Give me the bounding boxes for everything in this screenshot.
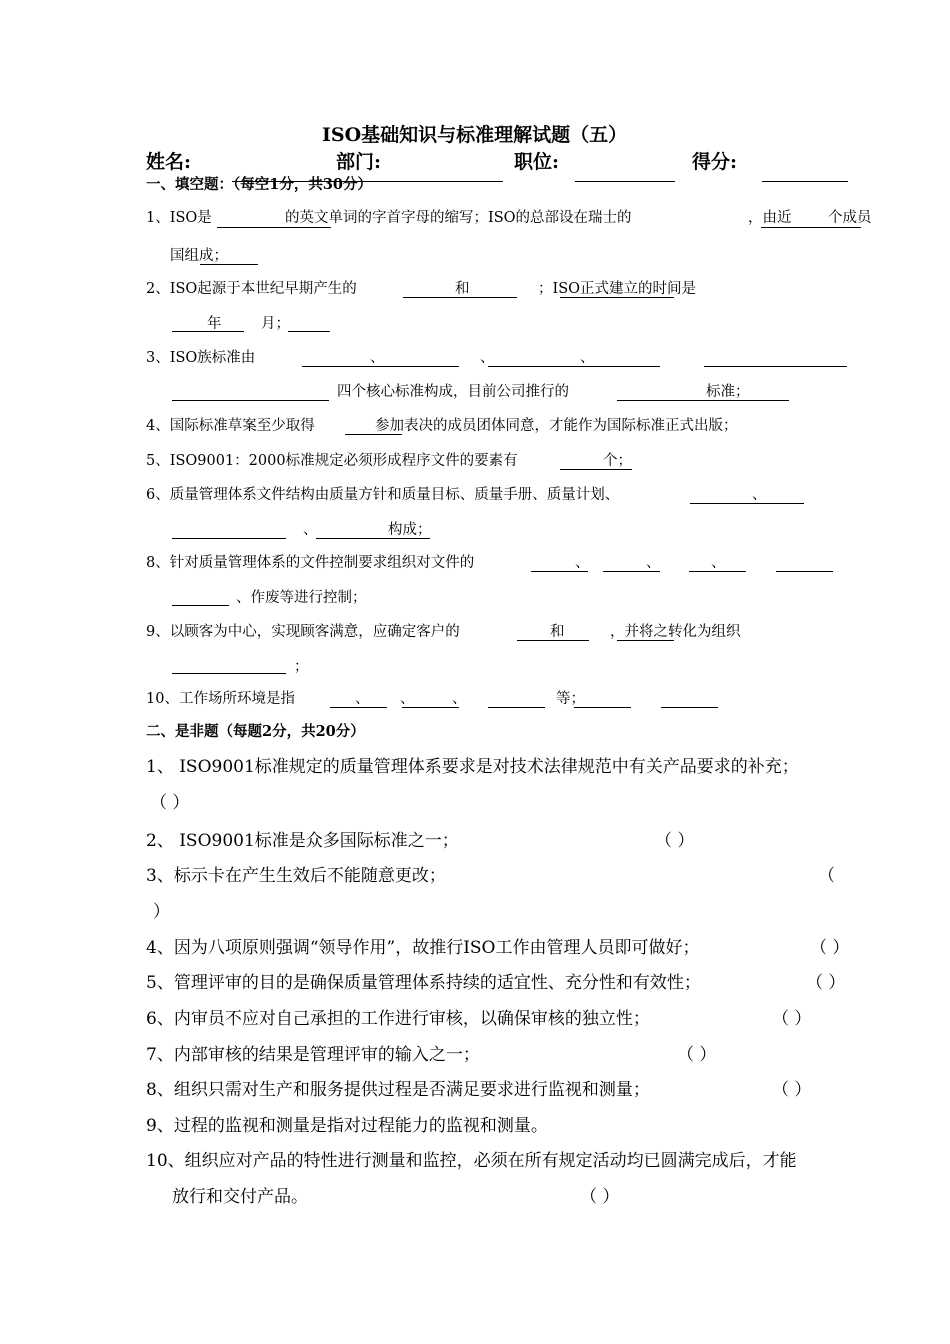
department-label: 部门: bbox=[336, 151, 382, 173]
q2-text-a: 2、ISO起源于本世纪早期产生的 bbox=[146, 281, 357, 297]
tf-answer-4[interactable]: （ ） bbox=[810, 938, 850, 958]
q10-sep-b: 、 bbox=[355, 691, 370, 707]
q9-text: 9、以顾客为中心，实现顾客满意，应确定客户的 bbox=[146, 624, 460, 640]
tf-item-2: 2、 ISO9001标准是众多国际标准之一； bbox=[146, 831, 459, 851]
q2-text-b: 和 bbox=[455, 281, 470, 297]
score-blank-line bbox=[762, 181, 848, 182]
score-label: 得分: bbox=[692, 151, 738, 173]
blank-line bbox=[488, 707, 545, 708]
tf-answer-5[interactable]: （ ） bbox=[806, 973, 846, 993]
q1-text-a: 1、ISO是 bbox=[146, 210, 212, 226]
q9-text-c: ，并将之转化为组织 bbox=[610, 624, 741, 640]
blank-line bbox=[288, 331, 330, 332]
blank-line bbox=[200, 264, 258, 265]
blank-line bbox=[172, 605, 229, 606]
tf-item-10: 10、组织应对产品的特性进行测量和监控，必须在所有规定活动均已圆满完成后，才能 bbox=[146, 1151, 797, 1171]
q2-text-d: 年 bbox=[207, 316, 222, 332]
name-blank-line bbox=[412, 181, 503, 182]
q10-sep-d: 、 bbox=[452, 691, 467, 707]
q9-text-d: ； bbox=[294, 659, 309, 675]
blank-line bbox=[172, 400, 329, 401]
q2-text-e: 月； bbox=[261, 316, 290, 332]
q1-text-d: 个成员 bbox=[828, 210, 872, 226]
tf-answer-6[interactable]: （ ） bbox=[772, 1009, 812, 1029]
q6-text-c: 、 bbox=[303, 522, 318, 538]
blank-line bbox=[661, 707, 718, 708]
tf-item-4: 4、因为八项原则强调“领导作用”，故推行ISO工作由管理人员即可做好； bbox=[146, 938, 700, 958]
tf-answer-1[interactable]: （ ） bbox=[150, 793, 190, 813]
tf-answer-8[interactable]: （ ） bbox=[772, 1080, 812, 1100]
q5-text-b: 个； bbox=[603, 453, 632, 469]
blank-line bbox=[761, 227, 861, 228]
q8-text-e: 、作废等进行控制； bbox=[236, 590, 367, 606]
q3-text-f: 标准； bbox=[706, 384, 750, 400]
q3-text-c: 、 bbox=[480, 350, 495, 366]
q6-text-b: 、 bbox=[752, 487, 767, 503]
tf-item-5: 5、管理评审的目的是确保质量管理体系持续的适宜性、充分性和有效性； bbox=[146, 973, 701, 993]
blank-line bbox=[617, 400, 789, 401]
q10-text-e: 等； bbox=[556, 691, 585, 707]
q6-text: 6、质量管理体系文件结构由质量方针和质量目标、质量手册、质量计划、 bbox=[146, 487, 620, 503]
q3-text-e: 四个核心标准构成，目前公司推行的 bbox=[337, 384, 569, 400]
q8-sep-b: 、 bbox=[575, 555, 590, 571]
tf-answer-3-close[interactable]: ） bbox=[153, 902, 170, 922]
position-label: 职位: bbox=[514, 151, 560, 173]
section1-heading: 一、填空题：（每空1分，共30分） bbox=[146, 176, 373, 193]
q8-sep-d: 、 bbox=[711, 555, 726, 571]
q6-text-d: 构成； bbox=[388, 522, 432, 538]
q8-text: 8、针对质量管理体系的文件控制要求组织对文件的 bbox=[146, 555, 475, 571]
q3-text-a: 3、ISO族标准由 bbox=[146, 350, 256, 366]
tf-item-9: 9、过程的监视和测量是指对过程能力的监视和测量。 bbox=[146, 1116, 548, 1136]
blank-line bbox=[488, 366, 660, 367]
tf-item-10-cont: 放行和交付产品。 bbox=[172, 1187, 308, 1207]
q8-sep-c: 、 bbox=[646, 555, 661, 571]
blank-line bbox=[776, 571, 833, 572]
blank-line bbox=[172, 538, 286, 539]
blank-line bbox=[690, 503, 804, 504]
q10-sep-c: 、 bbox=[400, 691, 415, 707]
blank-line bbox=[172, 673, 286, 674]
q1-text-b: 的英文单词的字首字母的缩写；ISO的总部设在瑞士的 bbox=[285, 210, 632, 226]
q1-text-c: ，由近 bbox=[748, 210, 792, 226]
q5-text: 5、ISO9001：2000标准规定必须形成程序文件的要素有 bbox=[146, 453, 518, 469]
tf-item-6: 6、内审员不应对自己承担的工作进行审核，以确保审核的独立性； bbox=[146, 1009, 650, 1029]
tf-item-7: 7、内部审核的结果是管理评审的输入之一； bbox=[146, 1045, 480, 1065]
strike-line bbox=[232, 181, 412, 182]
blank-line bbox=[217, 227, 331, 228]
q10-text: 10、工作场所环境是指 bbox=[146, 691, 295, 707]
dept-blank-line bbox=[575, 181, 675, 182]
q2-text-c: ；ISO正式建立的时间是 bbox=[538, 281, 697, 297]
q4-text: 4、国际标准草案至少取得 bbox=[146, 418, 315, 434]
tf-item-3: 3、标示卡在产生生效后不能随意更改； bbox=[146, 866, 446, 886]
tf-item-8: 8、组织只需对生产和服务提供过程是否满足要求进行监视和测量； bbox=[146, 1080, 650, 1100]
tf-answer-2[interactable]: （ ） bbox=[655, 831, 695, 851]
blank-line bbox=[574, 707, 631, 708]
tf-answer-3-open[interactable]: （ bbox=[818, 866, 835, 886]
section2-heading: 二、是非题（每题2分，共20分） bbox=[146, 723, 365, 740]
q1-text-e: 国组成； bbox=[170, 248, 228, 264]
blank-line bbox=[560, 297, 674, 298]
blank-line bbox=[172, 331, 244, 332]
q4-text-b: 参加表决的成员团体同意，才能作为国际标准正式出版； bbox=[375, 418, 738, 434]
name-label: 姓名: bbox=[146, 151, 192, 173]
tf-answer-10[interactable]: （ ） bbox=[580, 1187, 620, 1207]
tf-item-1: 1、 ISO9001标准规定的质量管理体系要求是对技术法律规范中有关产品要求的补充； bbox=[146, 757, 799, 777]
q3-text-b: 、 bbox=[370, 350, 385, 366]
blank-line bbox=[617, 640, 674, 641]
q3-text-d: 、 bbox=[580, 350, 595, 366]
blank-line bbox=[704, 366, 847, 367]
page-title: ISO基础知识与标准理解试题（五） bbox=[322, 124, 628, 146]
tf-answer-7[interactable]: （ ） bbox=[677, 1045, 717, 1065]
q9-text-b: 和 bbox=[550, 624, 565, 640]
